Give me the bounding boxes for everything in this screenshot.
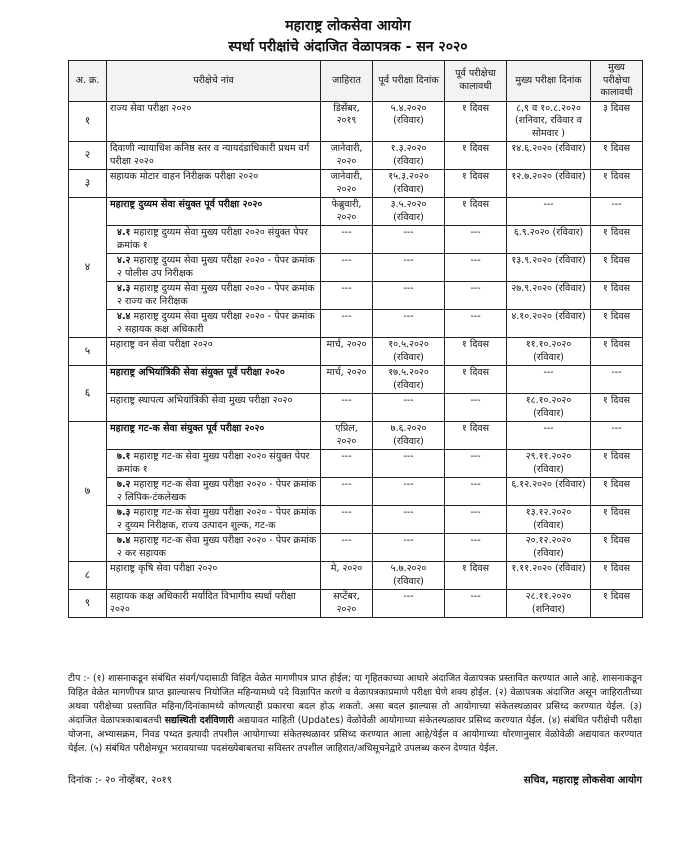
exam-name-cell xyxy=(107,101,321,142)
advertisement-cell: --- xyxy=(321,478,373,506)
exam-name-cell xyxy=(107,534,321,562)
table-row xyxy=(69,422,643,450)
table-row xyxy=(69,366,643,394)
main-date-cell: १.११.२०२० (रविवार) xyxy=(507,562,591,590)
exam-name-text: राज्य सेवा परीक्षा २०२० xyxy=(110,102,192,114)
sub-exam-number: ४.२ xyxy=(117,255,131,266)
header-prelim-duration: पूर्व परीक्षेचा कालावधी xyxy=(445,61,507,102)
main-duration-cell: १ दिवस xyxy=(591,506,643,534)
signature: सचिव, महाराष्ट्र लोकसेवा आयोग xyxy=(523,775,642,786)
advertisement-cell: --- xyxy=(321,506,373,534)
page-subtitle: स्पर्धा परीक्षांचे अंदाजित वेळापत्रक - सन २०२० xyxy=(228,39,468,55)
prelim-date-cell: १७.५.२०२० (रविवार) xyxy=(373,366,445,394)
table-row xyxy=(69,170,643,198)
exam-schedule-table xyxy=(68,60,643,618)
serial-number-cell: ३ xyxy=(69,170,107,198)
main-date-cell: १३.१२.२०२० (रविवार) xyxy=(507,506,591,534)
table-row xyxy=(69,282,643,310)
header-name: परीक्षेचे नांव xyxy=(107,61,321,102)
prelim-duration-cell: --- xyxy=(445,226,507,254)
prelim-date-cell: --- xyxy=(373,506,445,534)
advertisement-cell: जानेवारी, २०२० xyxy=(321,170,373,198)
serial-number-cell: २ xyxy=(69,142,107,170)
prelim-date-cell: --- xyxy=(373,282,445,310)
exam-name-text: महाराष्ट्र वन सेवा परीक्षा २०२० xyxy=(110,339,213,350)
main-duration-cell: --- xyxy=(591,422,643,450)
main-date-cell: --- xyxy=(507,366,591,394)
exam-name-text: महाराष्ट्र अभियांत्रिकी सेवा संयुक्त पूर्व परीक्षा २०२० xyxy=(110,367,285,378)
exam-name-text: सहायक कक्ष अधिकारी मर्यादित विभागीय स्पर्धा परीक्षा २०२० xyxy=(110,591,296,615)
advertisement-cell: डिसेंबर, २०१९ xyxy=(321,101,373,142)
header-main-date: मुख्य परीक्षा दिनांक xyxy=(507,61,591,102)
header-sr: अ. क्र. xyxy=(69,61,107,102)
main-date-cell: ८,९ व १०.८.२०२० (शनिवार, रविवार व सोमवार ) xyxy=(507,101,591,142)
prelim-duration-cell: --- xyxy=(445,394,507,422)
advertisement-cell: मार्च, २०२० xyxy=(321,338,373,366)
table-row xyxy=(69,506,643,534)
main-date-cell: --- xyxy=(507,198,591,226)
main-duration-cell: १ दिवस xyxy=(591,310,643,338)
advertisement-cell: --- xyxy=(321,254,373,282)
main-duration-cell: १ दिवस xyxy=(591,534,643,562)
exam-name-cell xyxy=(107,282,321,310)
exam-name-cell xyxy=(107,310,321,338)
exam-name-text: महाराष्ट्र दुय्यम सेवा मुख्य परीक्षा २०२० - पेपर क्रमांक २ पोलीस उप निरीक्षक xyxy=(117,255,315,279)
prelim-duration-cell: १ दिवस xyxy=(445,366,507,394)
footnote xyxy=(68,672,642,756)
prelim-duration-cell: --- xyxy=(445,590,507,618)
prelim-duration-cell: १ दिवस xyxy=(445,338,507,366)
serial-number-cell: ५ xyxy=(69,338,107,366)
prelim-duration-cell: --- xyxy=(445,282,507,310)
main-duration-cell: १ दिवस xyxy=(591,282,643,310)
prelim-date-cell: --- xyxy=(373,534,445,562)
table-row xyxy=(69,562,643,590)
exam-name-text: महाराष्ट्र दुय्यम सेवा संयुक्त पूर्व परीक्षा २०२० xyxy=(110,199,263,210)
exam-name-text: दिवाणी न्यायाधिश कनिष्ठ स्तर व न्यायदंडाधिकारी प्रथम वर्ग परीक्षा २०२० xyxy=(110,143,310,167)
main-duration-cell: १ दिवस xyxy=(591,562,643,590)
exam-name-cell xyxy=(107,254,321,282)
advertisement-cell: --- xyxy=(321,226,373,254)
main-duration-cell: १ दिवस xyxy=(591,254,643,282)
main-date-cell: --- xyxy=(507,422,591,450)
exam-name-text: महाराष्ट्र गट-क सेवा मुख्य परीक्षा २०२० - पेपर क्रमांक २ लिपिक-टंकलेखक xyxy=(117,479,317,503)
prelim-date-cell: ७.६.२०२० (रविवार) xyxy=(373,422,445,450)
table-row xyxy=(69,534,643,562)
main-duration-cell: १ दिवस xyxy=(591,170,643,198)
serial-number-cell: ७ xyxy=(69,422,107,562)
prelim-duration-cell: --- xyxy=(445,534,507,562)
table-row xyxy=(69,338,643,366)
exam-name-cell xyxy=(107,506,321,534)
main-duration-cell: १ दिवस xyxy=(591,590,643,618)
table-row xyxy=(69,198,643,226)
advertisement-cell: सप्टेंबर, २०२० xyxy=(321,590,373,618)
header-main-duration: मुख्य परीक्षेचा कालावधी xyxy=(591,61,643,102)
prelim-date-cell: --- xyxy=(373,394,445,422)
exam-name-text: महाराष्ट्र दुय्यम सेवा मुख्य परीक्षा २०२० - पेपर क्रमांक २ सहायक कक्ष अधिकारी xyxy=(117,311,315,335)
table-row xyxy=(69,254,643,282)
sub-exam-number: ७.२ xyxy=(117,479,131,490)
sub-exam-number: ७.४ xyxy=(117,535,131,546)
exam-name-cell xyxy=(107,170,321,198)
exam-name-cell xyxy=(107,478,321,506)
table-row xyxy=(69,101,643,142)
exam-name-cell xyxy=(107,142,321,170)
main-date-cell: १३.९.२०२० (रविवार) xyxy=(507,254,591,282)
prelim-duration-cell: १ दिवस xyxy=(445,170,507,198)
advertisement-cell: फेब्रुवारी, २०२० xyxy=(321,198,373,226)
table-row xyxy=(69,590,643,618)
prelim-duration-cell: १ दिवस xyxy=(445,101,507,142)
advertisement-cell: मार्च, २०२० xyxy=(321,366,373,394)
prelim-duration-cell: १ दिवस xyxy=(445,422,507,450)
table-row xyxy=(69,478,643,506)
advertisement-cell: एप्रिल, २०२० xyxy=(321,422,373,450)
exam-name-cell xyxy=(107,422,321,450)
sub-exam-number: ४.१ xyxy=(117,227,131,238)
advertisement-cell: जानेवारी, २०२० xyxy=(321,142,373,170)
main-date-cell: २८.११.२०२० (शनिवार) xyxy=(507,590,591,618)
prelim-date-cell: ३.५.२०२० (रविवार) xyxy=(373,198,445,226)
page-title: महाराष्ट्र लोकसेवा आयोग xyxy=(285,18,411,34)
exam-name-text: सहायक मोटार वाहन निरीक्षक परीक्षा २०२० xyxy=(110,171,259,182)
exam-name-text: महाराष्ट्र गट-क सेवा मुख्य परीक्षा २०२० - पेपर क्रमांक २ दुय्यम निरीक्षक, राज्य उत्पादन शुल्क, गट-क xyxy=(117,507,317,531)
prelim-duration-cell: १ दिवस xyxy=(445,142,507,170)
exam-name-text: महाराष्ट्र कृषि सेवा परीक्षा २०२० xyxy=(110,563,218,574)
sub-exam-number: ७.३ xyxy=(117,507,131,518)
issue-date: दिनांक :- २० नोव्हेंबर, २०१९ xyxy=(68,775,172,786)
main-date-cell: ६.९.२०२० (रविवार) xyxy=(507,226,591,254)
exam-name-text: महाराष्ट्र गट-क सेवा मुख्य परीक्षा २०२० - पेपर क्रमांक २ कर सहायक xyxy=(117,535,317,559)
sub-exam-number: ७.१ xyxy=(117,451,131,462)
footnote-emphasis: सद्यस्थिती दर्शविणारी xyxy=(164,715,234,726)
main-duration-cell: १ दिवस xyxy=(591,450,643,478)
main-date-cell: १४.६.२०२० (रविवार) xyxy=(507,142,591,170)
sub-exam-number: ४.४ xyxy=(117,311,131,322)
exam-name-cell xyxy=(107,450,321,478)
serial-number-cell: ४ xyxy=(69,198,107,338)
prelim-duration-cell: --- xyxy=(445,254,507,282)
footnote-part2: अद्ययावत माहिती (Updates) वेळोवेळी आयोगाच्या संकेतस्थळावर प्रसिध्द करण्यात येईल. (४) संबंधित परीक्षेची परीक्षा योजना, अभ्यासक्रम, निवड पध्दत इत्यादी तपशील आयोगाच्या संकेतस्थळावर प्रसिध्द करण्यात आला आहे/येईल व आयोगाच्या धोरणानुसार वेळोवेळी अद्ययावत करण्यात येईल. (५) संबंधित परीक्षेमधून भरावयाच्या पदसंख्येबाबतचा सविस्तर तपशील जाहिरात/अधिसूचनेद्वारे उपलब्ध करुन देण्यात येईल. xyxy=(68,715,642,754)
table-row xyxy=(69,450,643,478)
main-duration-cell: १ दिवस xyxy=(591,226,643,254)
main-duration-cell: १ दिवस xyxy=(591,478,643,506)
main-duration-cell: ३ दिवस xyxy=(591,101,643,142)
prelim-date-cell: --- xyxy=(373,310,445,338)
serial-number-cell: ९ xyxy=(69,590,107,618)
main-duration-cell: १ दिवस xyxy=(591,338,643,366)
prelim-duration-cell: --- xyxy=(445,478,507,506)
exam-name-cell xyxy=(107,562,321,590)
table-row xyxy=(69,310,643,338)
advertisement-cell: मे, २०२० xyxy=(321,562,373,590)
main-date-cell: ११.१०.२०२० (रविवार) xyxy=(507,338,591,366)
prelim-duration-cell: --- xyxy=(445,506,507,534)
prelim-date-cell: १५.३.२०२० (रविवार) xyxy=(373,170,445,198)
exam-name-cell xyxy=(107,366,321,394)
advertisement-cell: --- xyxy=(321,394,373,422)
prelim-duration-cell: --- xyxy=(445,450,507,478)
sub-exam-number: ४.३ xyxy=(117,283,131,294)
exam-name-text: महाराष्ट्र गट-क सेवा मुख्य परीक्षा २०२० संयुक्त पेपर क्रमांक १ xyxy=(117,451,310,475)
advertisement-cell: --- xyxy=(321,450,373,478)
prelim-date-cell: १०.५.२०२० (रविवार) xyxy=(373,338,445,366)
exam-name-text: महाराष्ट्र दुय्यम सेवा मुख्य परीक्षा २०२० - पेपर क्रमांक २ राज्य कर निरीक्षक xyxy=(117,283,315,307)
main-duration-cell: १ दिवस xyxy=(591,394,643,422)
serial-number-cell: ८ xyxy=(69,562,107,590)
prelim-date-cell: --- xyxy=(373,450,445,478)
advertisement-cell: --- xyxy=(321,282,373,310)
main-date-cell: २७.९.२०२० (रविवार) xyxy=(507,282,591,310)
exam-name-text: महाराष्ट्र स्थापत्य अभियांत्रिकी सेवा मुख्य परीक्षा २०२० xyxy=(110,395,293,406)
exam-name-text: महाराष्ट्र गट-क सेवा संयुक्त पूर्व परीक्षा २०२० xyxy=(110,423,265,434)
main-duration-cell: --- xyxy=(591,366,643,394)
serial-number-cell: ६ xyxy=(69,366,107,422)
main-date-cell: २९.११.२०२० (रविवार) xyxy=(507,450,591,478)
prelim-date-cell: ५.४.२०२० (रविवार) xyxy=(373,101,445,142)
main-date-cell: ६.१२.२०२० (रविवार) xyxy=(507,478,591,506)
prelim-date-cell: --- xyxy=(373,590,445,618)
prelim-duration-cell: --- xyxy=(445,310,507,338)
main-duration-cell: --- xyxy=(591,198,643,226)
table-header-row xyxy=(69,61,643,102)
prelim-duration-cell: १ दिवस xyxy=(445,198,507,226)
exam-name-cell xyxy=(107,226,321,254)
prelim-date-cell: १.३.२०२० (रविवार) xyxy=(373,142,445,170)
table-row xyxy=(69,394,643,422)
prelim-date-cell: ५.७.२०२० (रविवार) xyxy=(373,562,445,590)
header-prelim-date: पूर्व परीक्षा दिनांक xyxy=(373,61,445,102)
footnote-part1: टीप :- (१) शासनाकडून संबंधित संवर्ग/पदासाठी विहित वेळेत मागणीपत्र प्राप्त होईल; या गृहितकाच्या आधारे अंदाजित वेळापत्रक प्रस्तावित करण्यात आले आहे. शासनाकडून विहित वेळेत मागणीपत्र प्राप्त झाल्यासच नियोजित महिन्यामध्ये पदे विज्ञापित करणे व वेळापत्रकाप्रमाणे परीक्षा घेणे शक्य होईल. (२) वेळापत्रक अंदाजित असून जाहिरातीच्या अथवा परीक्षेच्या प्रस्तावित महिना/दिनांकामध्ये कोणत्याही प्रकारचा बदल होऊ शकतो. असा बदल झाल्यास तो आयोगाच्या संकेतस्थळावर प्रसिध्द करण्यात येईल. (३) अंदाजित वेळापत्रकाबाबतची xyxy=(68,673,642,726)
advertisement-cell: --- xyxy=(321,534,373,562)
advertisement-cell: --- xyxy=(321,310,373,338)
serial-number-cell: १ xyxy=(69,101,107,142)
prelim-date-cell: --- xyxy=(373,226,445,254)
main-date-cell: १८.१०.२०२० (रविवार) xyxy=(507,394,591,422)
prelim-date-cell: --- xyxy=(373,478,445,506)
main-date-cell: ४.१०.२०२० (रविवार) xyxy=(507,310,591,338)
exam-name-cell xyxy=(107,590,321,618)
exam-name-cell xyxy=(107,394,321,422)
prelim-date-cell: --- xyxy=(373,254,445,282)
exam-name-cell xyxy=(107,338,321,366)
main-duration-cell: १ दिवस xyxy=(591,142,643,170)
exam-name-text: महाराष्ट्र दुय्यम सेवा मुख्य परीक्षा २०२० संयुक्त पेपर क्रमांक १ xyxy=(117,227,308,251)
main-date-cell: १२.७.२०२० (रविवार) xyxy=(507,170,591,198)
exam-name-cell xyxy=(107,198,321,226)
prelim-duration-cell: १ दिवस xyxy=(445,562,507,590)
main-date-cell: २०.१२.२०२० (रविवार) xyxy=(507,534,591,562)
table-row xyxy=(69,226,643,254)
table-row xyxy=(69,142,643,170)
header-advt: जाहिरात xyxy=(321,61,373,102)
